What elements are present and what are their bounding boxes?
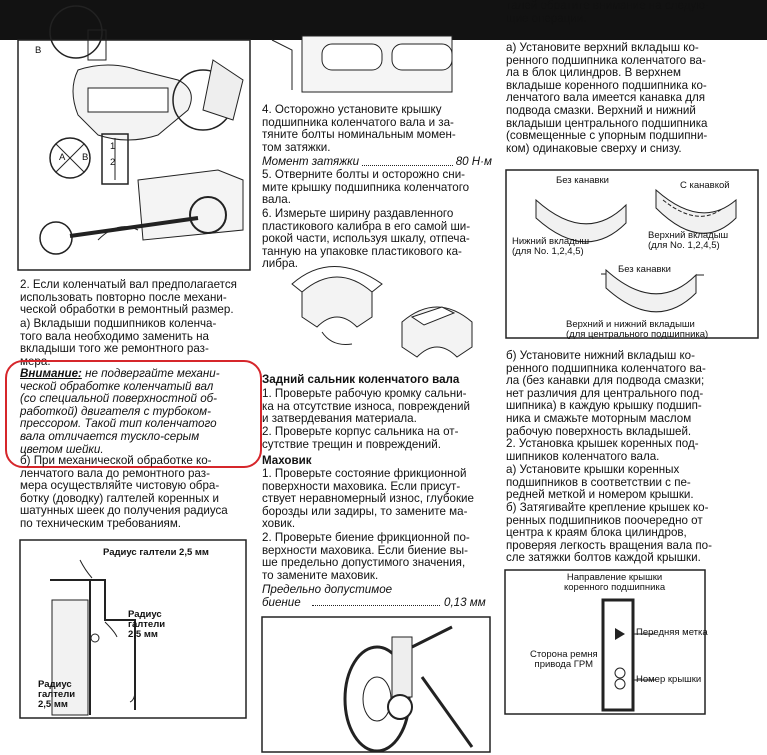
flywheel-runout-figure [262,617,492,752]
warning-block [20,368,260,456]
step-6: 6. Измерьте ширину раздавленного пластикового калибра в его самой ши- рокой части, используя шкалу, отпеча- танную на упаковке пластикового ка- либра. [262,207,471,271]
torque-row [262,156,492,169]
step-2a: а) Установите крышки коренных подшипников в соответствии с пе- редней меткой и номером крышки. [506,463,694,502]
figure-label-a: A [59,152,66,163]
para-fillet: б) При механической обработке ко- ленчатого вала до ремонтного раз- мера осуществляйте чистовую обра- ботку (доводку) галтелей коренных и шатунных шеек до получения радиуса по техническим требованиям. [20,454,228,530]
fillet-radius-mid: Радиус галтели 2,5 мм [128,609,166,640]
step-lower-insert: б) Установите нижний вкладыш ко- ренного подшипника коленчатого ва- ла (без канавки для подвода смазки; нет различия для центрального под- шипника) в каждую крышку подшип- ника и смажьте моторным маслом рабочую поверхность вкладышей. [506,349,706,438]
figure-label-1: 1 [110,141,116,152]
top-note: талей обратите внимание на следую- щие операции. [506,0,709,25]
label-cap-number: Номер крышки [636,674,702,685]
label-front-mark: Передняя метка [636,627,708,638]
para-crank-reuse: 2. Если коленчатый вал предполагается использовать повторно после механи- ческой обработки в ремонтный размер. [20,278,237,317]
torque-value: 80 Н·м [455,155,492,168]
fillet-radius-top: Радиус галтели 2,5 мм [103,547,209,558]
rear-seal-step-2: 2. Проверьте корпус сальника на от- сутствие трещин и повреждений. [262,425,459,451]
flywheel-step-2: 2. Проверьте биение фрикционной по- верхности маховика. Если биение вы- ше предельно допустимого значения, то замените маховик. [262,531,470,582]
step-4: 4. Осторожно установите крышку подшипника коленчатого вала и за- тяните болты номинальным момен- том затяжки. [262,103,456,154]
rear-seal-heading: Задний сальник коленчатого вала [262,373,460,386]
label-cap-direction: Направление крышки коренного подшипника [564,572,666,593]
flywheel-heading: Маховик [262,454,312,467]
step-2-caps: 2. Установка крышек коренных под- шипников коленчатого вала. [506,437,699,463]
label-no-groove-1: Без канавки [556,175,609,186]
flywheel-step-1: 1. Проверьте состояние фрикционной поверхности маховика. Если присут- ствует неравномерный износ, глубокие борозды или задиры, то замените ма- ховик. [262,467,474,531]
figure-label-b: В [35,45,42,56]
label-center-insert: Верхний и нижний вкладыши (для центрального подшипника) [566,319,709,340]
warning-label: Внимание: [20,367,82,380]
plastigage-figure [262,272,492,372]
crankshaft-measure-figure [18,40,268,280]
para-inserts-replace: а) Вкладыши подшипников коленча- того вала необходимо заменить на вкладыши того же ремонтного раз- мера. [20,317,217,368]
step-2b: б) Затягивайте крепление крышек ко- ренных подшипников поочередно от центра к краям блока цилиндров, проверяя легкость вращения вала по- сле затяжки болтов каждой крышки. [506,501,712,565]
runout-leader [312,605,440,606]
step-upper-insert: а) Установите верхний вкладыш ко- ренного подшипника коленчатого ва- ла в блок цилиндров. В верхнем вкладыше коренного подшипника ко- ленчатого вала имеется канавка для подвода смазки. Верхний и нижний вкладыши центрального подшипника (совмещенные с упорным подшипни- ком) одинаковые сверху и снизу. [506,41,708,155]
warning-text: не подвергайте механи- ческой обработке коленчатый вал (со специальной поверхностной об- работкой) двигателя с турбоком- прессором. Такой тип коленчатого вала отличается тускло-серым цветом шейки. [20,367,220,456]
label-upper-insert: Верхний вкладыш (для No. 1,2,4,5) [648,230,729,251]
label-with-groove: С канавкой [680,180,730,191]
figure-label-2: 2 [110,157,116,168]
rear-seal-step-1: 1. Проверьте рабочую кромку сальни- ка на отсутствие износа, повреждений и затвердевания материала. [262,387,470,426]
figure-label-b2: B [82,152,89,163]
label-no-groove-2: Без канавки [618,264,671,275]
runout-value: 0,13 мм [444,596,486,609]
fillet-radius-bottom: Радиус галтели 2,5 мм [38,679,76,710]
runout-label: Предельно допустимое биение [262,583,393,609]
step-5: 5. Отверните болты и осторожно сни- мите крышку подшипника коленчатого вала. [262,168,470,207]
label-lower-insert: Нижний вкладыш (для No. 1,2,4,5) [512,236,590,257]
label-belt-side: Сторона ремня привода ГРМ [530,649,598,670]
torque-label: Момент затяжки [262,155,360,168]
bearing-cap-figure [262,40,492,104]
